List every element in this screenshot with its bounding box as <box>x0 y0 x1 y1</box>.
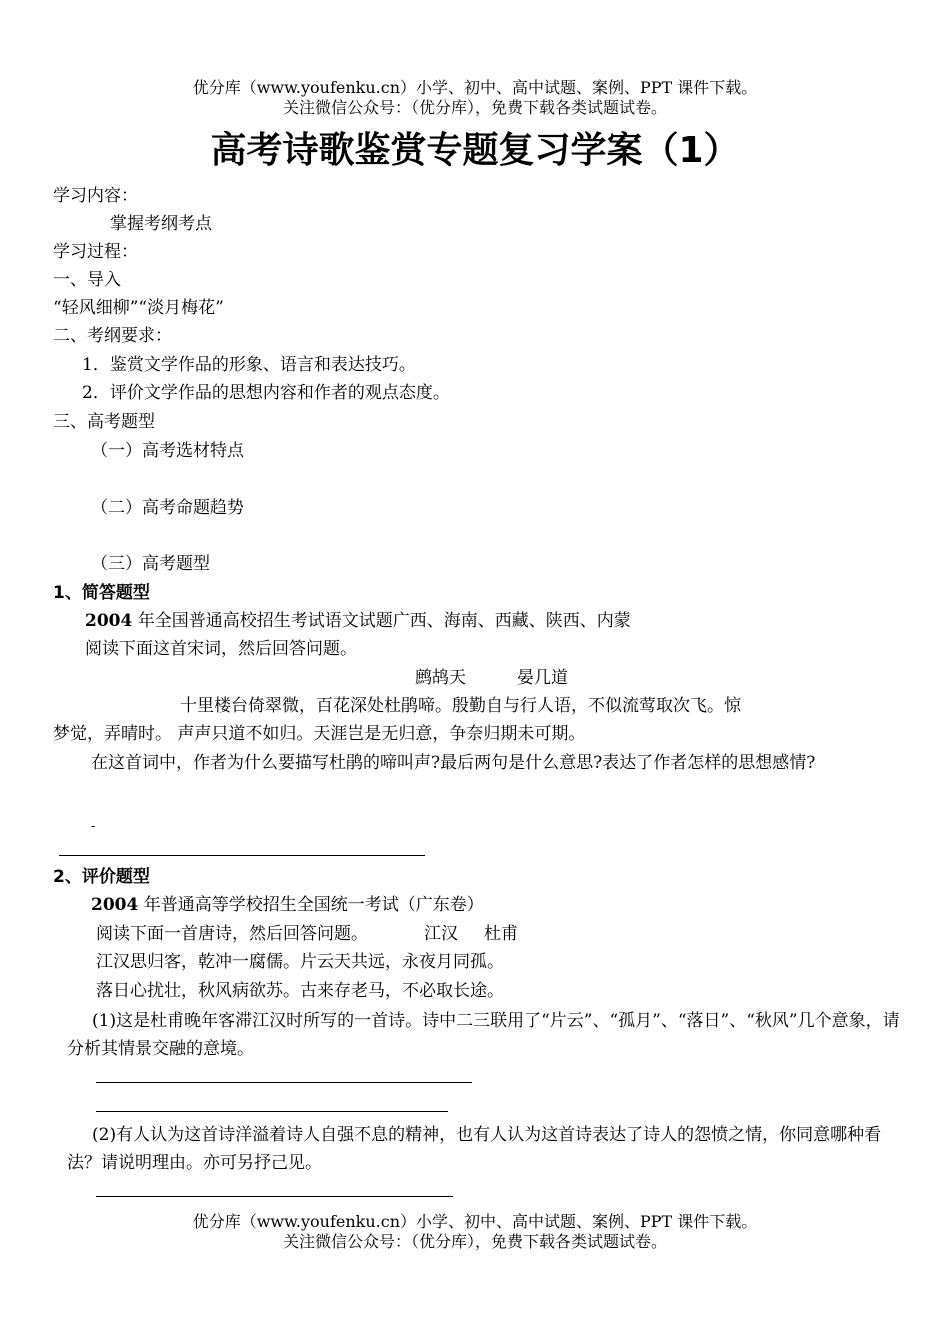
q1-heading: 1、简答题型 <box>53 583 150 603</box>
requirement-item-2: 2．评价文学作品的思想内容和作者的观点态度。 <box>82 383 450 403</box>
q1-poem-line-2: 梦觉，弄晴时。 声声只道不如归。天涯岂是无归意，争奈归期未可期。 <box>53 724 586 744</box>
q2-instruction: 阅读下面一首唐诗，然后回答问题。 <box>96 924 368 944</box>
page-title: 高考诗歌鉴赏专题复习学案（1） <box>210 130 740 171</box>
q2-poem-author: 杜甫 <box>484 924 518 944</box>
intro-heading: 一、导入 <box>53 270 121 290</box>
q1-poem-author: 晏几道 <box>517 668 568 688</box>
types-sub-3: （三）高考题型 <box>91 554 210 574</box>
footer-line-1: 优分库（www.youfenku.cn）小学、初中、高中试题、案例、PPT 课件下载。 <box>192 1212 758 1231</box>
q1-source-rest: 年全国普通高校招生考试语文试题广西、海南、西藏、陕西、内蒙 <box>132 611 631 631</box>
q2-source-rest: 年普通高等学校招生全国统一考试（广东卷） <box>138 895 484 915</box>
study-content-item: 掌握考纲考点 <box>110 214 212 234</box>
types-heading: 三、高考题型 <box>53 412 155 432</box>
types-sub-2: （二）高考命题趋势 <box>91 498 244 518</box>
q2-source <box>91 894 484 916</box>
q2-heading: 2、评价题型 <box>53 867 150 887</box>
q2-poem-line-1: 江汉思归客，乾冲一腐儒。片云天共远，永夜月同孤。 <box>96 952 504 972</box>
q2-answer-line-2 <box>96 1111 448 1112</box>
q2-sub-question-2: (2)有人认为这首诗洋溢着诗人自强不息的精神，也有人认为这首诗表达了诗人的怨愤之情，你同意哪种看法？请说明理由。亦可另抒己见。 <box>67 1125 882 1173</box>
q1-poem-line-1: 十里楼台倚翠微，百花深处杜鹃啼。殷勤自与行人语，不似流莺取次飞。惊 <box>180 696 741 716</box>
study-content-label: 学习内容： <box>53 186 138 206</box>
q1-instruction: 阅读下面这首宋词，然后回答问题。 <box>85 639 357 659</box>
types-sub-1: （一）高考选材特点 <box>91 441 244 461</box>
q1-answer-mark: - <box>91 819 96 834</box>
footer-line-2: 关注微信公众号：（优分库），免费下载各类试题试卷。 <box>282 1232 667 1251</box>
q1-poem-title: 鹧鸪天 <box>415 668 466 688</box>
requirement-item-1: 1．鉴赏文学作品的形象、语言和表达技巧。 <box>82 355 416 375</box>
q1-source <box>85 610 631 632</box>
header-line-1: 优分库（www.youfenku.cn）小学、初中、高中试题、案例、PPT 课件下载。 <box>192 78 758 97</box>
study-process-label: 学习过程： <box>53 242 138 262</box>
intro-text: “轻风细柳”“淡月梅花” <box>53 298 224 318</box>
q2-answer-line-1 <box>96 1082 472 1083</box>
q2-poem-line-2: 落日心扰壮，秋风病欲苏。古来存老马，不必取长途。 <box>96 981 504 1001</box>
q2-poem-title: 江汉 <box>424 924 458 944</box>
header-line-2: 关注微信公众号：（优分库），免费下载各类试题试卷。 <box>282 98 667 117</box>
q1-source-year: 2004 <box>85 611 133 631</box>
q2-source-year: 2004 <box>91 895 139 915</box>
requirements-heading: 二、考纲要求： <box>53 326 172 346</box>
q1-answer-line <box>59 855 425 856</box>
q2-sub-question-1: (1)这是杜甫晚年客滞江汉时所写的一首诗。诗中二三联用了“片云”、“孤月”、“落日”、“秋风”几个意象，请分析其情景交融的意境。 <box>67 1011 900 1059</box>
q1-question: 在这首词中，作者为什么要描写杜鹃的啼叫声?最后两句是什么意思?表达了作者怎样的思想感情? <box>91 753 816 773</box>
q2-answer-line-3 <box>96 1196 453 1197</box>
